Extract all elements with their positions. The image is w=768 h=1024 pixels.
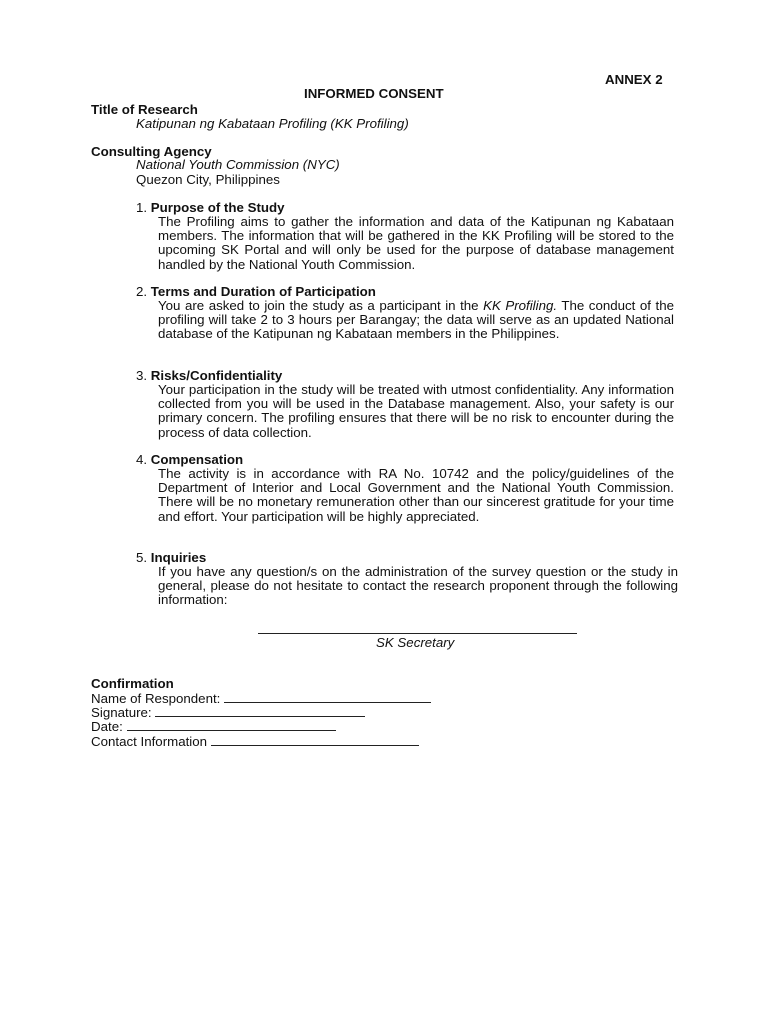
signature-label: Signature: [91, 705, 152, 721]
section-risks-body: Your participation in the study will be treated with utmost confidentiality. Any information collected from you will be used in the Database management. Also, your safety is our primary concern. The profiling ensures that there will be no risk to encounter during the process of data collection. [158, 382, 674, 440]
section-number: 1. [136, 200, 148, 215]
respondent-name-blank[interactable] [224, 691, 431, 703]
section-number: 3. [136, 368, 148, 383]
section-title: Terms and Duration of Participation [150, 284, 376, 299]
signature-blank[interactable] [155, 705, 365, 717]
title-of-research-heading: Title of Research [91, 102, 198, 117]
respondent-name-field [91, 691, 431, 705]
respondent-name-label: Name of Respondent: [91, 691, 221, 706]
signatory-role: SK Secretary [376, 635, 455, 650]
confirmation-fields [91, 691, 431, 748]
section-title: Compensation [150, 452, 244, 467]
consulting-agency-name: National Youth Commission (NYC) [136, 157, 340, 172]
title-of-research-value: Katipunan ng Kabataan Profiling (KK Profiling) [136, 116, 409, 131]
section-number: 2. [136, 284, 148, 299]
date-blank[interactable] [127, 719, 336, 731]
date-label: Date: [91, 719, 123, 735]
section-terms-text-after: The conduct of the profiling will take 2 to 3 hours per Barangay; the data will serve as an updated National database of the Katipunan ng Kabataan members in the Philippines. [158, 298, 674, 342]
signature-field [91, 705, 431, 719]
consulting-agency-heading: Consulting Agency [91, 144, 212, 159]
section-purpose-body: The Profiling aims to gather the information and data of the Katipunan ng Kabataan members. The information that will be gathered in the KK Profiling will be stored to the upcoming SK Portal and will only be used for the purpose of database management handled by the National Youth Commission. [158, 214, 674, 272]
date-field [91, 719, 431, 733]
contact-information-field [91, 734, 431, 748]
section-terms-text-before: You are asked to join the study as a participant in the [158, 298, 484, 313]
section-terms-body [158, 299, 674, 342]
annex-label: ANNEX 2 [605, 72, 663, 87]
section-number: 4. [136, 452, 148, 467]
document-title: INFORMED CONSENT [304, 86, 444, 101]
section-compensation-body: The activity is in accordance with RA No. 10742 and the policy/guidelines of the Department of Interior and Local Government and the National Youth Commission. There will be no monetary remuneration other than our sincerest gratitude for your time and effort. Your participation will be highly appreciated. [158, 466, 674, 524]
signatory-signature-line [258, 633, 577, 634]
section-title: Risks/Confidentiality [150, 368, 283, 383]
consulting-agency-location: Quezon City, Philippines [136, 172, 280, 187]
section-title: Purpose of the Study [150, 200, 285, 215]
contact-information-blank[interactable] [211, 734, 419, 746]
section-title: Inquiries [150, 550, 207, 565]
contact-information-label: Contact Information [91, 733, 208, 749]
section-terms-emphasis: KK Profiling. [483, 298, 558, 313]
section-number: 5. [136, 550, 148, 565]
confirmation-heading: Confirmation [91, 676, 174, 691]
section-inquiries-body: If you have any question/s on the administration of the survey question or the study in general, please do not hesitate to contact the research proponent through the following information: [158, 564, 678, 608]
